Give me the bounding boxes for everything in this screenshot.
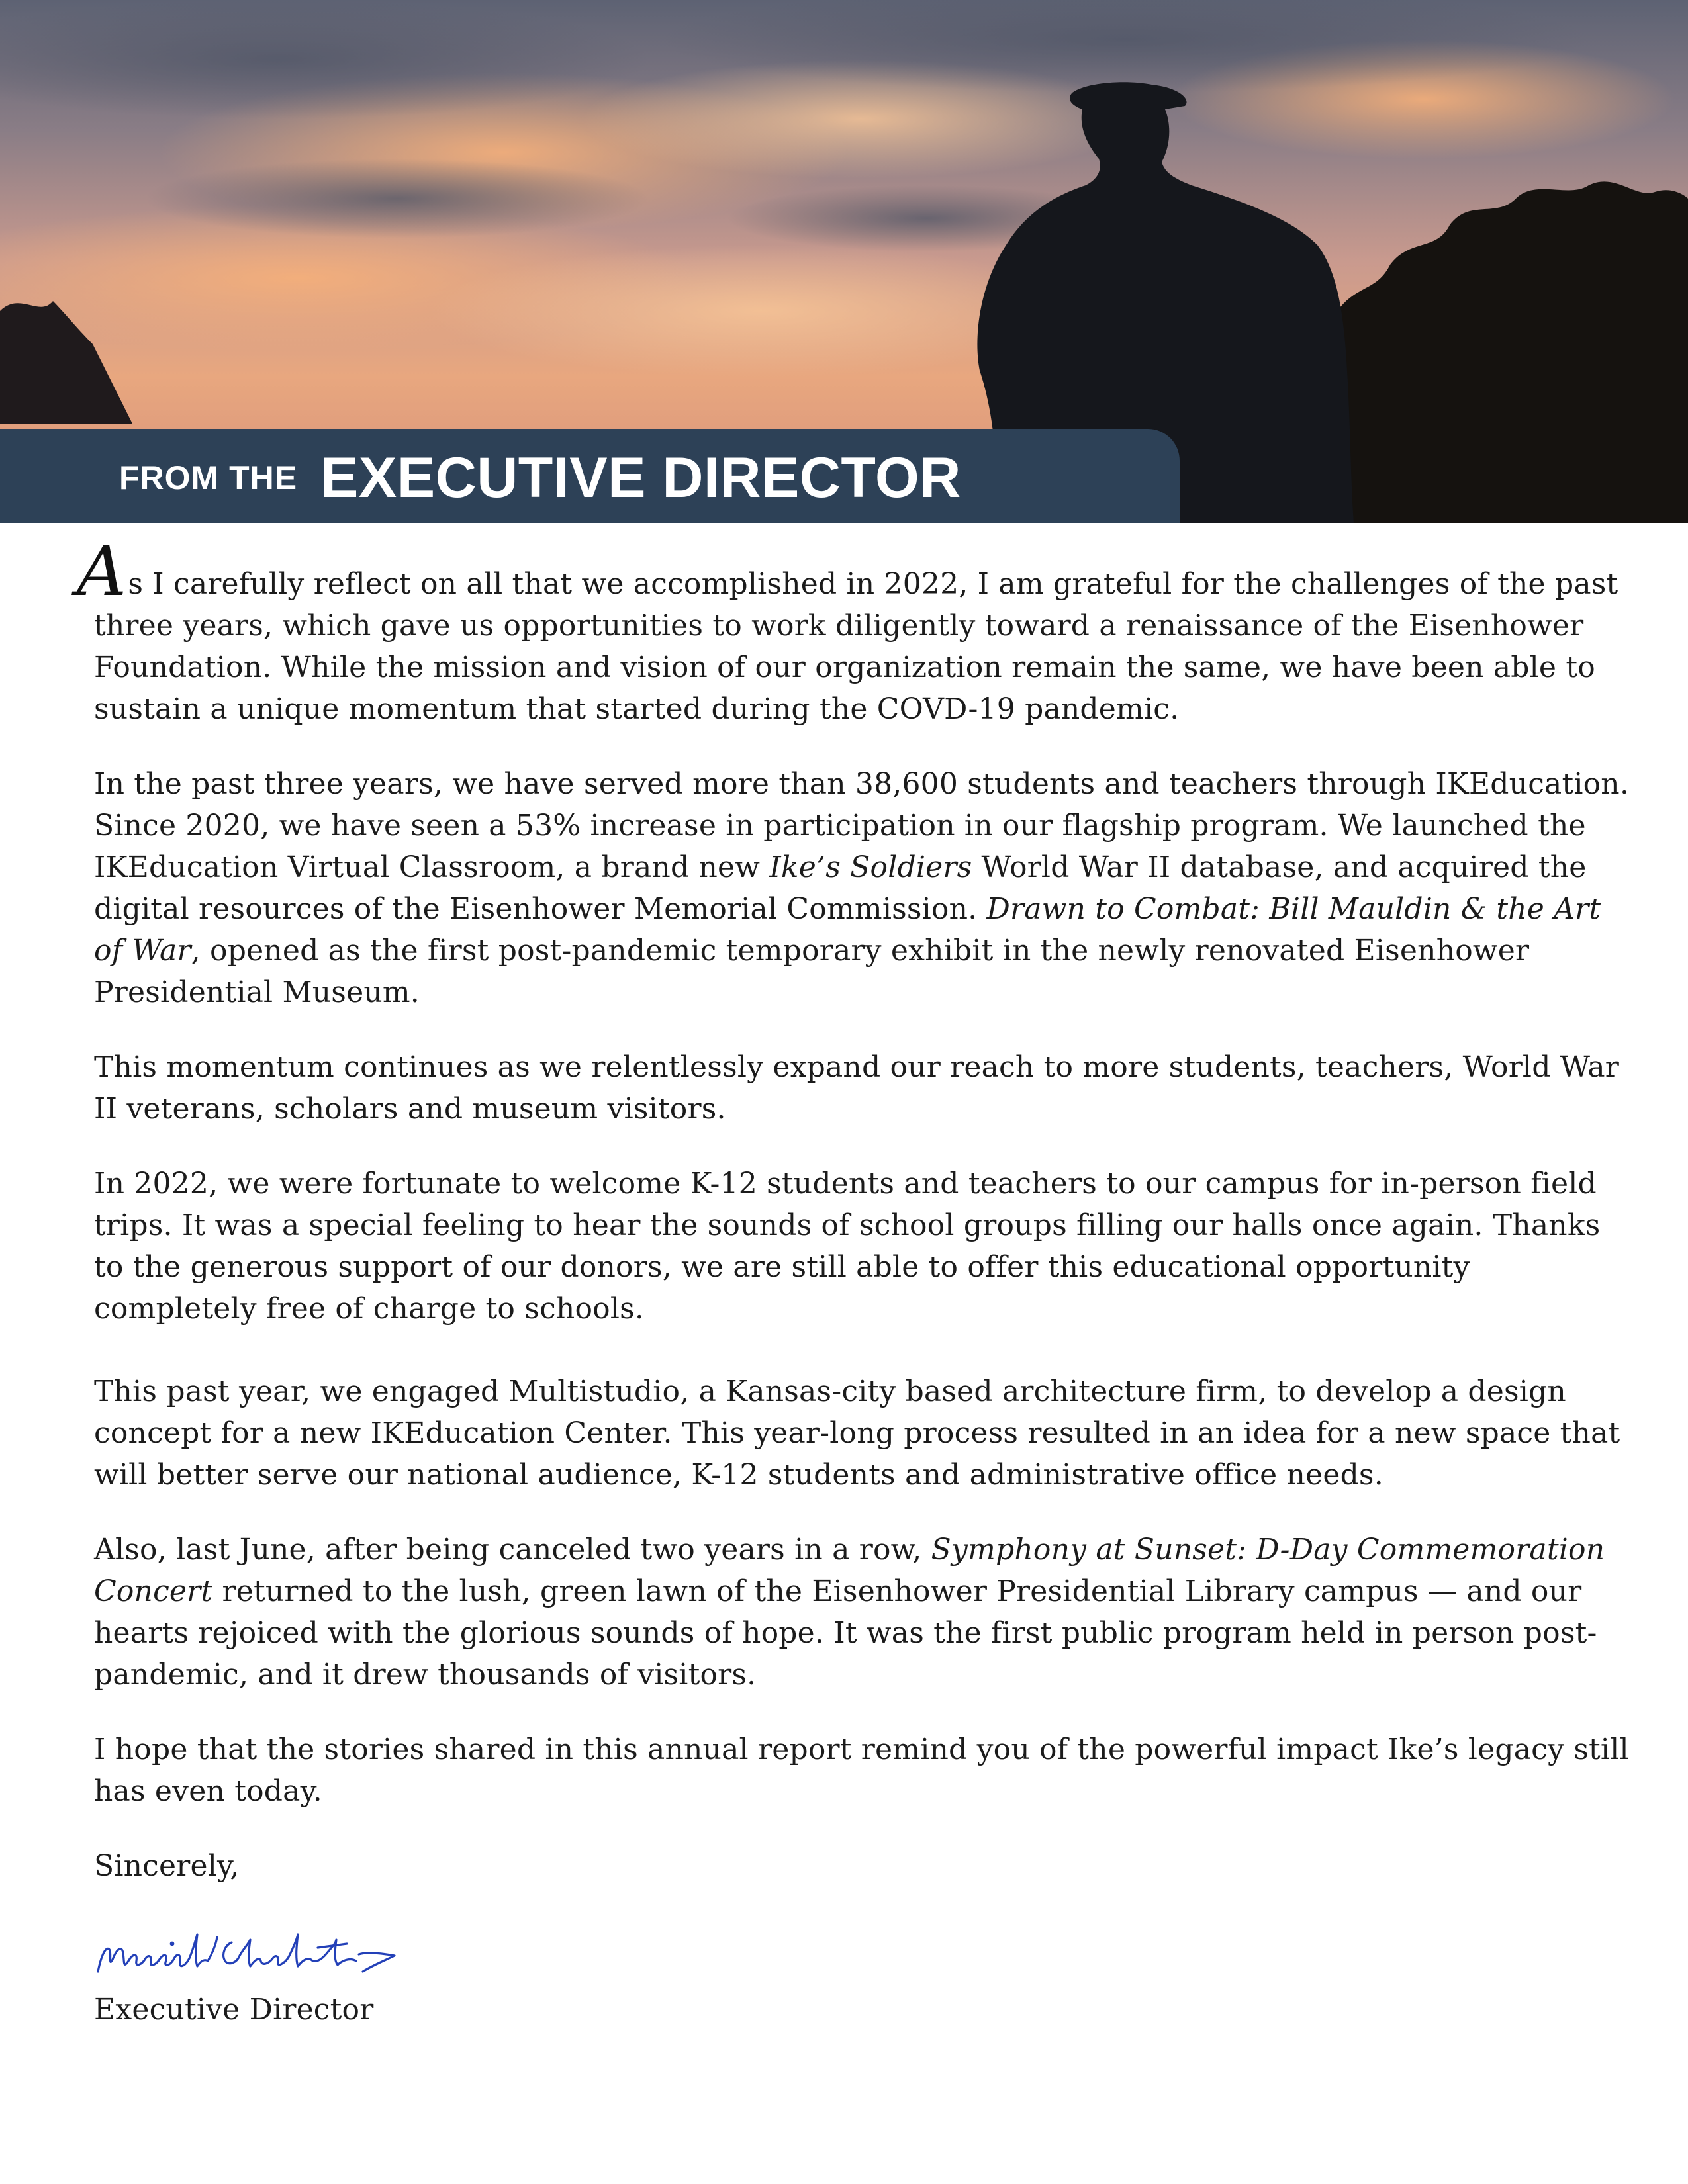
exhibit-title: Drawn to Combat: Bill Mauldin & the Art of War [94, 892, 1601, 968]
paragraph-1-text: s I carefully reflect on all that we accomplished in 2022, I am grateful for the challenges of the past three years, which gave us opportunities to work diligently toward a renaissance of the Eisenhower Foundation. While the mission and vision of our organization remain the same, we have been able to sustain a unique momentum that started during the COVD-19 pandemic. [94, 567, 1618, 726]
drop-cap: A [77, 531, 127, 612]
paragraph-5: This past year, we engaged Multistudio, a Kansas-city based architecture firm, to develop a design concept for a new IKEducation Center. This year-long process resulted in an idea for a new space that will better serve our national audience, K-12 students and administrative office needs. [94, 1375, 1620, 1492]
closing: Sincerely, [94, 1849, 240, 1883]
paragraph-1 [77, 531, 1636, 730]
letter-body [77, 531, 1636, 2064]
paragraph-3: This momentum continues as we relentlessly expand our reach to more students, teachers, World War II veterans, scholars and museum visitors. [94, 1050, 1620, 1126]
signature-image [95, 1925, 400, 1985]
page-title: EXECUTIVE DIRECTOR [320, 446, 961, 510]
paragraph-6 [94, 1529, 1636, 1696]
title-prefix: FROM THE [119, 459, 298, 496]
paragraph-2 [94, 763, 1636, 1013]
paragraph-2-text-a: In the past three years, we have served more than 38,600 students and teachers through IKEducation. Since 2020, we have seen a 53% increase in participation in our flagship program. We launched the IKEducation Virtual Classroom, a brand new [94, 767, 1630, 884]
paragraph-4: In 2022, we were fortunate to welcome K-12 students and teachers to our campus for in-person field trips. It was a special feeling to hear the sounds of school groups filling our halls once again. Thanks to the generous support of our donors, we are still able to offer this educational opportunity completely free of charge to schools. [94, 1167, 1601, 1326]
database-title: Ike’s Soldiers [769, 850, 972, 884]
paragraph-6-text-b: returned to the lush, green lawn of the Eisenhower Presidential Library campus — and our hearts rejoiced with the glorious sounds of hope. It was the first public program held in person post-pandemic, and it drew thousands of visitors. [94, 1574, 1597, 1692]
signatory-title: Executive Director [94, 1993, 374, 2026]
concert-title: Symphony at Sunset: D-Day Commemoration Concert [94, 1533, 1605, 1608]
paragraph-2-text-b: World War II database, and acquired the digital resources of the Eisenhower Memorial Commission. [94, 850, 1587, 926]
paragraph-6-text-a: Also, last June, after being canceled two years in a row, [94, 1533, 931, 1567]
paragraph-7: I hope that the stories shared in this annual report remind you of the powerful impact Ike’s legacy still has even today. [94, 1733, 1629, 1808]
paragraph-2-text-c: , opened as the first post-pandemic temporary exhibit in the newly renovated Eisenhower Presidential Museum. [94, 934, 1530, 1009]
